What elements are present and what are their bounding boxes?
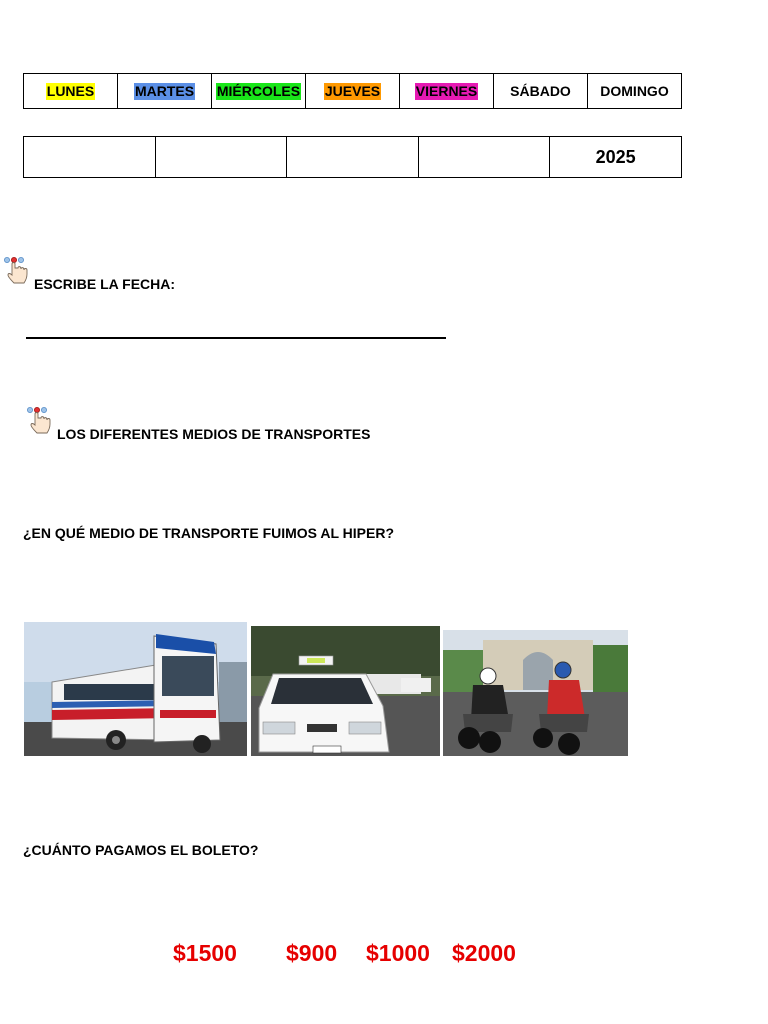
day-label: LUNES — [46, 82, 95, 99]
day-cell-domingo[interactable] — [588, 74, 681, 108]
pointing-hand-icon — [2, 256, 30, 286]
day-cell-viernes[interactable] — [400, 74, 494, 108]
taxi-photo[interactable] — [251, 626, 440, 756]
write-date-label: ESCRIBE LA FECHA: — [34, 276, 176, 292]
date-cell[interactable] — [156, 137, 288, 177]
day-cell-lunes[interactable] — [24, 74, 118, 108]
day-label: MARTES — [134, 82, 195, 99]
price-option[interactable]: $1500 — [173, 940, 237, 966]
pointing-hand-icon — [25, 406, 53, 436]
day-label: MIÉRCOLES — [216, 82, 301, 99]
date-cell[interactable] — [287, 137, 419, 177]
question-ticket: ¿CUÁNTO PAGAMOS EL BOLETO? — [23, 842, 259, 858]
year-cell: 2025 — [595, 146, 636, 167]
section-title: LOS DIFERENTES MEDIOS DE TRANSPORTES — [57, 426, 371, 442]
weekdays-table — [23, 73, 682, 109]
bus-photo[interactable] — [24, 622, 247, 756]
day-label: DOMINGO — [600, 82, 669, 99]
day-label: VIERNES — [415, 82, 478, 99]
date-table — [23, 136, 682, 178]
day-cell-martes[interactable] — [118, 74, 212, 108]
question-transport: ¿EN QUÉ MEDIO DE TRANSPORTE FUIMOS AL HIPER? — [23, 525, 395, 541]
price-option[interactable]: $900 — [286, 940, 338, 966]
price-option[interactable]: $1000 — [366, 940, 430, 966]
motorcycle-photo[interactable] — [443, 630, 628, 756]
day-cell-miercoles[interactable] — [212, 74, 306, 108]
day-label: SÁBADO — [510, 82, 571, 99]
day-cell-sabado[interactable] — [494, 74, 588, 108]
price-option[interactable]: $2000 — [452, 940, 516, 966]
date-cell[interactable] — [419, 137, 551, 177]
date-answer-line[interactable] — [26, 337, 446, 339]
date-cell[interactable] — [24, 137, 156, 177]
day-cell-jueves[interactable] — [306, 74, 400, 108]
day-label: JUEVES — [324, 82, 381, 99]
